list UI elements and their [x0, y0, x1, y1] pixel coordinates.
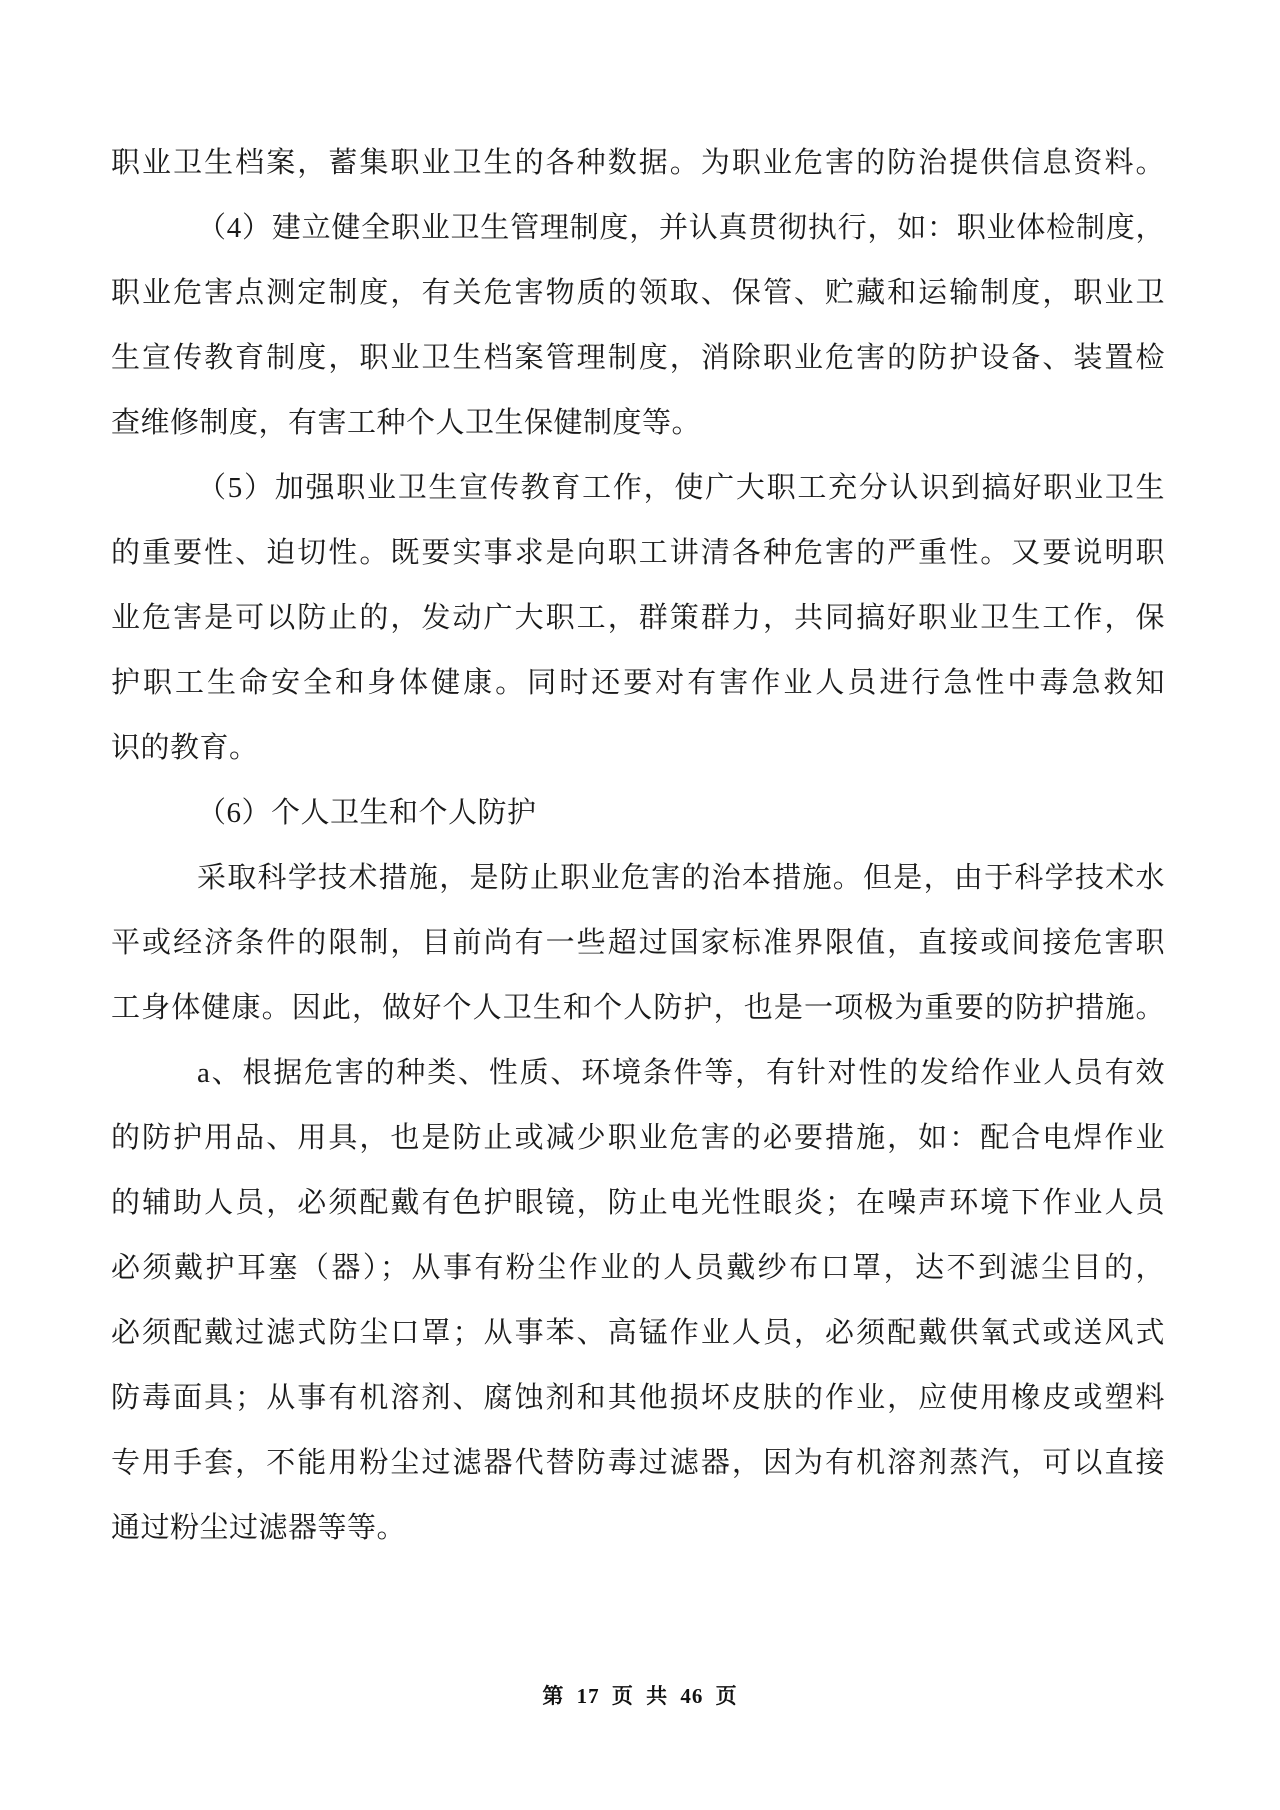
document-body: [111, 131, 1165, 1561]
text-line: （5）加强职业卫生宣传教育工作，使广大职工充分认识到搞好职业卫生: [197, 472, 1165, 504]
text-line: 平或经济条件的限制，目前尚有一些超过国家标准界限值，直接或间接危害职: [111, 927, 1165, 959]
text-line: 的重要性、迫切性。既要实事求是向职工讲清各种危害的严重性。又要说明职: [111, 537, 1165, 569]
text-line: 通过粉尘过滤器等等。: [111, 1512, 407, 1544]
page-footer: [0, 1680, 1280, 1712]
text-line: 专用手套，不能用粉尘过滤器代替防毒过滤器，因为有机溶剂蒸汽，可以直接: [111, 1447, 1165, 1479]
text-line: a、根据危害的种类、性质、环境条件等，有针对性的发给作业人员有效: [197, 1057, 1165, 1089]
text-line: 识的教育。: [111, 732, 259, 764]
text-line: 的辅助人员，必须配戴有色护眼镜，防止电光性眼炎；在噪声环境下作业人员: [111, 1187, 1165, 1219]
text-line: （6）个人卫生和个人防护: [197, 797, 537, 829]
text-line: 职业危害点测定制度，有关危害物质的领取、保管、贮藏和运输制度，职业卫: [111, 277, 1165, 309]
text-line: 护职工生命安全和身体健康。同时还要对有害作业人员进行急性中毒急救知: [111, 667, 1165, 699]
text-line: （4）建立健全职业卫生管理制度，并认真贯彻执行，如：职业体检制度，: [197, 212, 1165, 244]
text-line: 工身体健康。因此，做好个人卫生和个人防护，也是一项极为重要的防护措施。: [111, 992, 1165, 1024]
text-line: 采取科学技术措施，是防止职业危害的治本措施。但是，由于科学技术水: [197, 862, 1165, 894]
text-line: 查维修制度，有害工种个人卫生保健制度等。: [111, 407, 702, 439]
text-line: 必须戴护耳塞（器）；从事有粉尘作业的人员戴纱布口罩，达不到滤尘目的，: [111, 1252, 1165, 1284]
text-line: 职业卫生档案，蓄集职业卫生的各种数据。为职业危害的防治提供信息资料。: [111, 147, 1165, 179]
text-line: 业危害是可以防止的，发动广大职工，群策群力，共同搞好职业卫生工作，保: [111, 602, 1165, 634]
text-line: 必须配戴过滤式防尘口罩；从事苯、高锰作业人员，必须配戴供氧式或送风式: [111, 1317, 1165, 1349]
footer-page-indicator: 第 17 页 共 46 页: [542, 1684, 738, 1708]
text-line: 防毒面具；从事有机溶剂、腐蚀剂和其他损坏皮肤的作业，应使用橡皮或塑料: [111, 1382, 1165, 1414]
text-line: 的防护用品、用具，也是防止或减少职业危害的必要措施，如：配合电焊作业: [111, 1122, 1165, 1154]
text-line: 生宣传教育制度，职业卫生档案管理制度，消除职业危害的防护设备、装置检: [111, 342, 1165, 374]
